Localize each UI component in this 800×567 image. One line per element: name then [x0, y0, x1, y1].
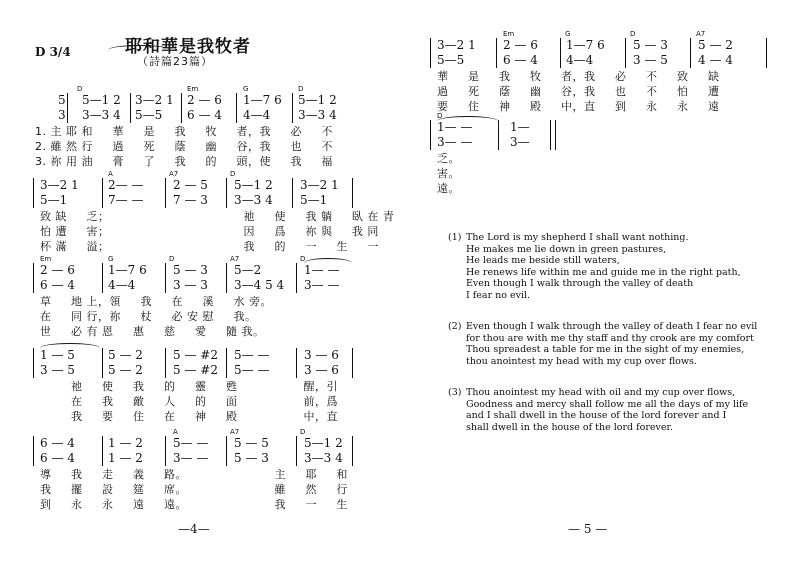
chord-symbol: A7 — [230, 428, 240, 436]
barline — [296, 348, 297, 378]
barline — [555, 120, 556, 150]
lower-voice-notes: 4—4 — [566, 53, 594, 67]
lyric-line: 遠。 — [437, 182, 460, 195]
verse-line: Thou spreadest a table for me in the sight of my enemies, — [466, 344, 745, 355]
lower-voice-notes: 3— — — [304, 278, 340, 292]
barline — [181, 93, 182, 123]
key-signature: D 3/4 — [35, 45, 71, 59]
verse-1 — [448, 232, 788, 301]
chord-symbol: D — [77, 85, 83, 93]
lower-voice-notes: 5—1 — [40, 193, 68, 207]
barline — [496, 38, 497, 68]
slur — [40, 343, 100, 348]
barline — [352, 436, 353, 466]
barline — [292, 93, 293, 123]
barline — [690, 38, 691, 68]
barline — [33, 348, 34, 378]
lyric-line: 杯 滿 溢； 我 的 一 生 一 — [40, 240, 379, 253]
verse-number: (2) — [448, 321, 462, 332]
lyric-line: 我 擺 設 筵 席。 雖 然 行 — [40, 483, 348, 496]
verse-line: for thou are with me thy staff and thy crook are my comfort — [466, 332, 754, 344]
lower-voice-notes: 3—3 4 — [298, 108, 337, 122]
lyric-line: 害。 — [437, 167, 460, 180]
verse-line: Even though I walk through the valley of death I fear no evil — [466, 321, 758, 332]
lower-voice-notes: 3 — [58, 108, 66, 122]
verse-line: He makes me lie down in green pastures, — [466, 243, 667, 255]
lyric-line: 3. 祢 用 油 膏 了 我 的 頭，使 我 福 — [35, 155, 333, 168]
barline — [766, 38, 767, 68]
lower-voice-notes: 3—4 5 4 — [234, 278, 285, 292]
chord-symbol: G — [565, 30, 571, 38]
lower-voice-notes: 6 — 4 — [40, 278, 75, 292]
page-number-right: — 5 — — [568, 522, 608, 536]
upper-voice-notes: 5 — 5 — [234, 436, 269, 450]
upper-voice-notes: 1 — 5 — [40, 348, 75, 362]
lyric-line: 2. 雖 然 行 過 死 蔭 幽 谷，我 也 不 — [35, 140, 333, 153]
verse-line: I fear no evil. — [466, 289, 531, 301]
lower-voice-notes: 3 — 5 — [40, 363, 75, 377]
chord-symbol: A7 — [696, 30, 706, 38]
lower-voice-notes: 5 — 3 — [234, 451, 269, 465]
chord-symbol: A7 — [169, 170, 179, 178]
lower-voice-notes: 3— — [510, 135, 530, 149]
lower-voice-notes: 4 — 4 — [698, 53, 733, 67]
barline — [296, 263, 297, 293]
upper-voice-notes: 1— — [510, 120, 530, 134]
upper-voice-notes: 2 — 6 — [503, 38, 538, 52]
chord-symbol: A — [108, 170, 113, 178]
hymn-title: 耶和華是我牧者 — [125, 37, 251, 57]
barline — [498, 120, 499, 150]
verse-line: He renews life within me and guide me in the right path, — [466, 266, 741, 278]
barline — [226, 436, 227, 466]
upper-voice-notes: 5 — #2 — [173, 348, 218, 362]
upper-voice-notes: 2 — 6 — [187, 93, 222, 107]
upper-voice-notes: 3—2 1 — [300, 178, 339, 192]
lower-voice-notes: 3—3 4 — [234, 193, 273, 207]
upper-voice-notes: 1—7 6 — [108, 263, 147, 277]
upper-voice-notes: 1—7 6 — [243, 93, 282, 107]
barline — [296, 436, 297, 466]
upper-voice-notes: 3 — 6 — [304, 348, 339, 362]
lower-voice-notes: 7— — — [108, 193, 144, 207]
chord-symbol: A7 — [230, 255, 240, 263]
lyric-line: 導 我 走 義 路。 主 耶 和 — [40, 468, 348, 481]
chord-symbol: G — [243, 85, 249, 93]
lyric-line: 要 住 神 殿 中，直 到 永 永 遠 — [437, 100, 720, 113]
barline — [625, 38, 626, 68]
barline — [165, 178, 166, 208]
lower-voice-notes: 3— — — [437, 135, 473, 149]
chord-symbol: D — [630, 30, 636, 38]
slur — [437, 116, 498, 121]
barline — [33, 178, 34, 208]
chord-symbol: G — [108, 255, 114, 263]
verse-line: thou anointest my head with my cup over flows. — [466, 355, 697, 367]
lower-voice-notes: 7 — 3 — [173, 193, 208, 207]
upper-voice-notes: 5— — — [234, 348, 270, 362]
barline — [102, 436, 103, 466]
lyric-line: 草 地 上，領 我 在 溪 水 旁。 — [40, 295, 272, 308]
lyric-line: 到 永 永 遠 遠。 我 一 生 — [40, 498, 348, 511]
lower-voice-notes: 3 — 5 — [633, 53, 668, 67]
barline — [430, 38, 431, 68]
upper-voice-notes: 2 — 6 — [40, 263, 75, 277]
barline — [33, 263, 34, 293]
verse-3 — [448, 387, 788, 433]
barline — [550, 120, 551, 150]
upper-voice-notes: 1— — — [304, 263, 340, 277]
lower-voice-notes: 6 — 4 — [40, 451, 75, 465]
lyric-line: 世 必 有 恩 惠 慈 愛 隨 我。 — [40, 325, 265, 338]
barline — [165, 436, 166, 466]
chord-symbol: D — [169, 255, 175, 263]
verse-line: Thou anointest my head with oil and my cup over flows, — [466, 387, 736, 398]
upper-voice-notes: 5 — 2 — [698, 38, 733, 52]
lyric-line: 我 要 住 在 神 殿 中，直 — [40, 410, 338, 423]
barline — [102, 348, 103, 378]
barline — [102, 263, 103, 293]
upper-voice-notes: 2 — 5 — [173, 178, 208, 192]
upper-voice-notes: 2— — — [108, 178, 144, 192]
barline — [226, 178, 227, 208]
lower-voice-notes: 3 — 6 — [304, 363, 339, 377]
english-verses — [448, 232, 788, 453]
barline — [292, 178, 293, 208]
upper-voice-notes: 5— — — [173, 436, 209, 450]
lyric-line: 乏。 — [437, 152, 460, 165]
upper-voice-notes: 5—1 2 — [82, 93, 121, 107]
barline — [560, 38, 561, 68]
lyric-line: 華 是 我 牧 者，我 必 不 致 缺 — [437, 70, 720, 83]
chord-symbol: Em — [187, 85, 199, 93]
chord-symbol: A — [173, 428, 178, 436]
lyric-line: 在 我 敵 人 的 面 前，爲 — [40, 395, 338, 408]
lyric-line: 過 死 蔭 幽 谷，我 也 不 怕 遭 — [437, 85, 720, 98]
lyric-line: 1. 主 耶 和 華 是 我 牧 者，我 必 不 — [35, 125, 333, 138]
chord-symbol: Em — [503, 30, 515, 38]
verse-2 — [448, 321, 788, 367]
barline — [352, 348, 353, 378]
lower-voice-notes: 1 — 2 — [108, 451, 143, 465]
upper-voice-notes: 3—2 1 — [40, 178, 79, 192]
barline — [165, 348, 166, 378]
lower-voice-notes: 4—4 — [243, 108, 271, 122]
lower-voice-notes: 6 — 4 — [503, 53, 538, 67]
upper-voice-notes: 1— — — [437, 120, 473, 134]
upper-voice-notes: 6 — 4 — [40, 436, 75, 450]
upper-voice-notes: 5 — [58, 93, 66, 107]
lower-voice-notes: 3—3 4 — [304, 451, 343, 465]
verse-line: shall dwell in the house of the lord forever. — [466, 421, 674, 433]
lower-voice-notes: 5—5 — [135, 108, 163, 122]
lower-voice-notes: 3—3 4 — [82, 108, 121, 122]
barline — [130, 93, 131, 123]
lower-voice-notes: 5—1 — [300, 193, 328, 207]
upper-voice-notes: 5 — 3 — [633, 38, 668, 52]
verse-line: Even though I walk through the valley of death — [466, 278, 694, 289]
upper-voice-notes: 3—2 1 — [437, 38, 476, 52]
lower-voice-notes: 5— — — [234, 363, 270, 377]
upper-voice-notes: 1 — 2 — [108, 436, 143, 450]
verse-number: (3) — [448, 387, 462, 398]
chord-symbol: D — [300, 428, 306, 436]
barline — [67, 93, 68, 123]
upper-voice-notes: 5—2 — [234, 263, 262, 277]
upper-voice-notes: 3—2 1 — [135, 93, 174, 107]
barline — [102, 178, 103, 208]
chord-symbol: D — [300, 255, 306, 263]
page-number-left: —4— — [178, 522, 210, 536]
lower-voice-notes: 5 — #2 — [173, 363, 218, 377]
lower-voice-notes: 3 — 3 — [173, 278, 208, 292]
upper-voice-notes: 5—1 2 — [234, 178, 273, 192]
verse-line: Goodness and mercy shall follow me all the days of my life — [466, 398, 749, 410]
verse-line: and I shall dwell in the house of the lord forever and I — [466, 410, 727, 421]
lower-voice-notes: 3— — — [173, 451, 209, 465]
lower-voice-notes: 5 — 2 — [108, 363, 143, 377]
barline — [226, 263, 227, 293]
upper-voice-notes: 1—7 6 — [566, 38, 605, 52]
upper-voice-notes: 5—1 2 — [298, 93, 337, 107]
lyric-line: 怕 遭 害； 因 爲 祢 與 我 同 — [40, 225, 379, 238]
barline — [430, 120, 431, 150]
lyric-line: 在 同 行，祢 杖 必 安 慰 我。 — [40, 310, 257, 323]
lyric-line: 致 缺 乏； 祂 使 我 躺 臥 在 青 — [40, 210, 395, 223]
slur — [108, 45, 171, 50]
upper-voice-notes: 5—1 2 — [304, 436, 343, 450]
barline — [352, 178, 353, 208]
verse-line: The Lord is my shepherd I shall want nothing. — [466, 232, 689, 243]
verse-line: He leads me beside still waters, — [466, 255, 620, 266]
barline — [165, 263, 166, 293]
upper-voice-notes: 5 — 3 — [173, 263, 208, 277]
hymn-subtitle: （詩篇23篇） — [137, 55, 213, 68]
barline — [33, 436, 34, 466]
lower-voice-notes: 5—5 — [437, 53, 465, 67]
slur — [304, 258, 352, 263]
lyric-line: 祂 使 我 的 靈 甦 醒，引 — [40, 380, 338, 393]
verse-number: (1) — [448, 232, 462, 243]
chord-symbol: Em — [40, 255, 52, 263]
upper-voice-notes: 5 — 2 — [108, 348, 143, 362]
chord-symbol: D — [230, 170, 236, 178]
chord-symbol: D — [437, 112, 443, 120]
lower-voice-notes: 4—4 — [108, 278, 136, 292]
barline — [226, 348, 227, 378]
chord-symbol: D — [298, 85, 304, 93]
barline — [236, 93, 237, 123]
lower-voice-notes: 6 — 4 — [187, 108, 222, 122]
